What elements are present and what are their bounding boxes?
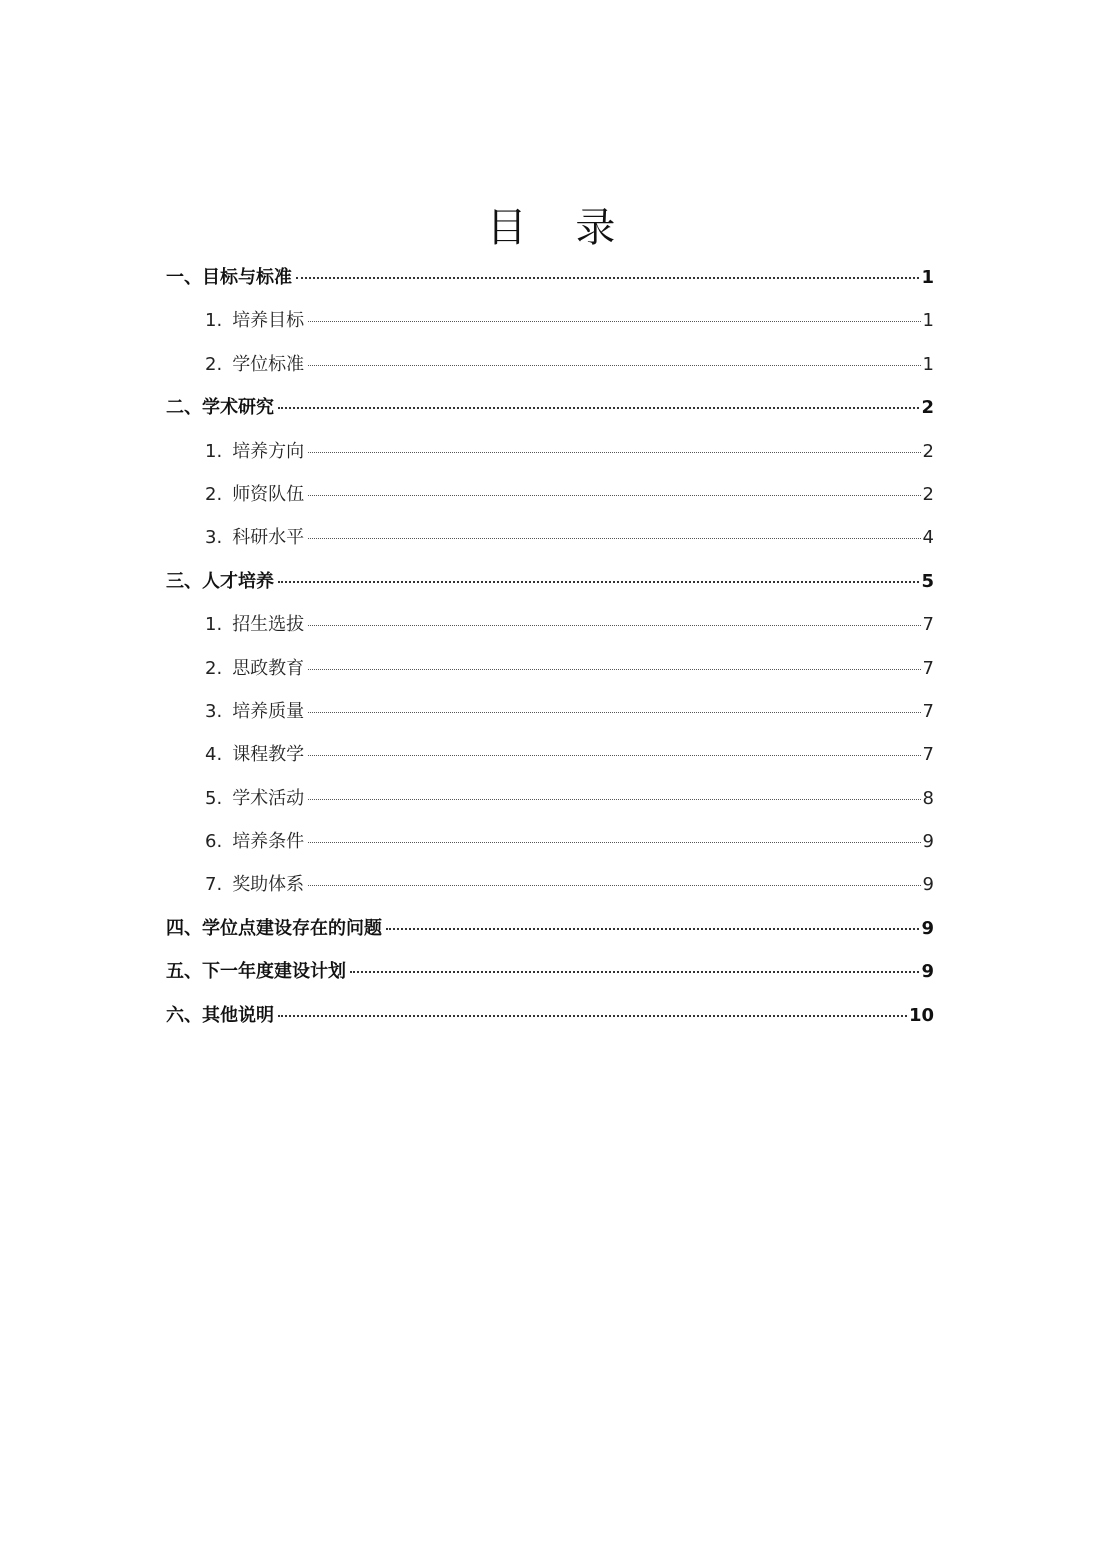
table-of-contents — [166, 256, 934, 1037]
toc-dot-leader — [278, 407, 919, 409]
toc-dot-leader — [350, 971, 919, 973]
toc-subsection-entry[interactable] — [166, 820, 934, 863]
toc-entry-number: 3. — [205, 527, 223, 549]
toc-page-number: 8 — [922, 787, 934, 809]
toc-entry-label: 师资队伍 — [232, 483, 305, 505]
toc-subsection-entry[interactable] — [166, 430, 934, 473]
toc-page-number: 7 — [922, 657, 934, 679]
toc-entry-number: 2. — [205, 657, 223, 679]
toc-dot-leader — [308, 452, 920, 453]
toc-page-number: 1 — [921, 267, 934, 288]
toc-entry-label: 思政教育 — [232, 657, 305, 679]
toc-page-number: 9 — [922, 874, 934, 896]
toc-dot-leader — [308, 669, 920, 670]
toc-entry-number: 6. — [205, 831, 223, 853]
toc-dot-leader — [386, 928, 919, 930]
toc-dot-leader — [308, 842, 920, 843]
toc-title: 目 录 — [486, 205, 634, 251]
toc-entry-number: 7. — [205, 874, 223, 896]
toc-entry-label: 培养方向 — [232, 440, 305, 462]
toc-section-entry[interactable] — [166, 256, 934, 299]
toc-subsection-entry[interactable] — [166, 777, 934, 820]
toc-dot-leader — [308, 495, 920, 496]
toc-page-number: 9 — [921, 917, 934, 939]
toc-subsection-entry[interactable] — [166, 863, 934, 906]
toc-entry-label: 培养质量 — [232, 700, 305, 722]
toc-dot-leader — [308, 755, 920, 756]
toc-page-number: 5 — [921, 570, 934, 592]
toc-dot-leader — [308, 321, 920, 322]
toc-entry-label: 培养目标 — [232, 310, 305, 332]
toc-page-number: 7 — [922, 700, 934, 722]
toc-dot-leader — [308, 885, 920, 886]
toc-entry-label: 课程教学 — [232, 744, 305, 766]
toc-entry-label: 招生选拔 — [232, 614, 305, 636]
toc-page-number: 9 — [922, 831, 934, 853]
toc-entry-label: 科研水平 — [232, 527, 305, 549]
toc-subsection-entry[interactable] — [166, 603, 934, 646]
toc-dot-leader — [278, 581, 919, 583]
toc-dot-leader — [278, 1015, 907, 1017]
toc-section-entry[interactable] — [166, 994, 934, 1037]
toc-page-number: 4 — [922, 527, 934, 549]
toc-section-entry[interactable] — [166, 907, 934, 950]
toc-entry-number: 1. — [205, 614, 223, 636]
toc-entry-label: 一、目标与标准 — [166, 267, 292, 288]
toc-subsection-entry[interactable] — [166, 733, 934, 776]
toc-entry-number: 5. — [205, 787, 223, 809]
toc-page-number: 1 — [922, 310, 934, 332]
toc-entry-label: 二、学术研究 — [166, 397, 274, 419]
toc-dot-leader — [308, 712, 920, 713]
toc-entry-label: 学术活动 — [232, 787, 305, 809]
toc-subsection-entry[interactable] — [166, 516, 934, 559]
toc-page-number: 9 — [921, 961, 934, 983]
toc-page-number: 2 — [921, 397, 934, 419]
toc-entry-label: 学位标准 — [232, 353, 305, 375]
toc-dot-leader — [308, 365, 920, 366]
toc-subsection-entry[interactable] — [166, 343, 934, 386]
toc-entry-number: 1. — [205, 440, 223, 462]
toc-entry-label: 培养条件 — [232, 831, 305, 853]
toc-dot-leader — [308, 538, 920, 539]
toc-page-number: 7 — [922, 744, 934, 766]
toc-subsection-entry[interactable] — [166, 647, 934, 690]
toc-entry-number: 2. — [205, 483, 223, 505]
toc-page-number: 2 — [922, 440, 934, 462]
toc-entry-label: 五、下一年度建设计划 — [166, 961, 346, 983]
toc-subsection-entry[interactable] — [166, 473, 934, 516]
toc-entry-number: 1. — [205, 310, 223, 332]
toc-dot-leader — [308, 799, 920, 800]
toc-section-entry[interactable] — [166, 560, 934, 603]
toc-page-number: 2 — [922, 483, 934, 505]
toc-entry-label: 奖助体系 — [232, 874, 305, 896]
toc-entry-number: 4. — [205, 744, 223, 766]
toc-entry-number: 3. — [205, 700, 223, 722]
toc-entry-label: 六、其他说明 — [166, 1004, 274, 1026]
toc-entry-label: 三、人才培养 — [166, 570, 274, 592]
toc-subsection-entry[interactable] — [166, 690, 934, 733]
toc-page-number: 10 — [908, 1004, 934, 1026]
toc-dot-leader — [308, 625, 920, 626]
toc-dot-leader — [296, 277, 919, 279]
toc-section-entry[interactable] — [166, 386, 934, 429]
toc-section-entry[interactable] — [166, 950, 934, 993]
toc-entry-label: 四、学位点建设存在的问题 — [166, 917, 382, 939]
toc-entry-number: 2. — [205, 353, 223, 375]
toc-subsection-entry[interactable] — [166, 299, 934, 342]
toc-page-number: 1 — [922, 353, 934, 375]
toc-page-number: 7 — [922, 614, 934, 636]
